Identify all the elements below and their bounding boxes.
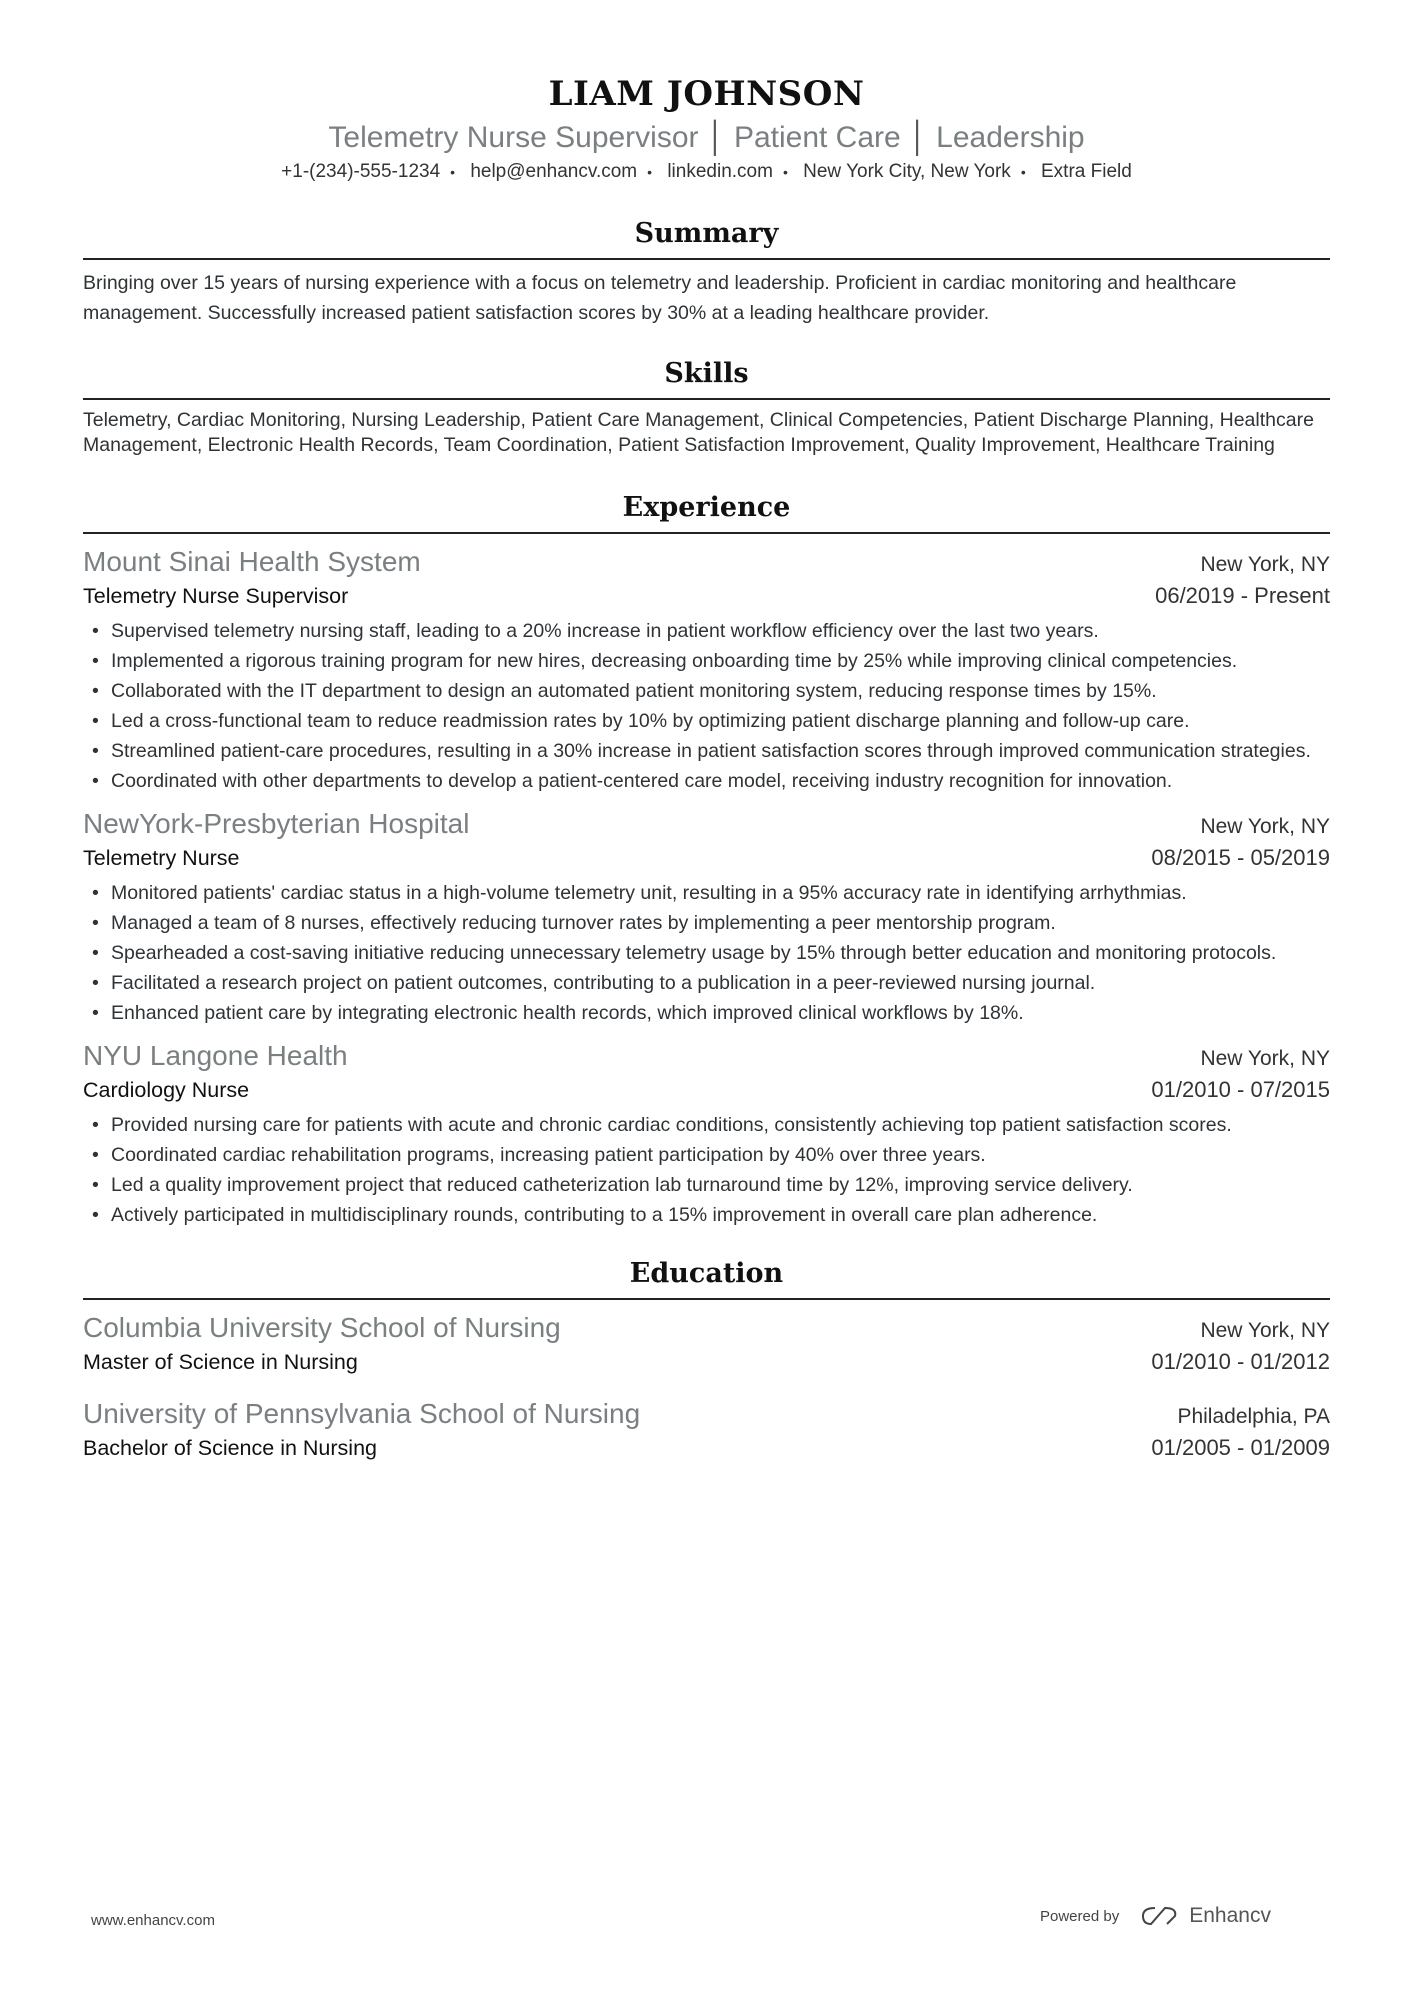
company-name: NYU Langone Health [83,1040,348,1071]
headline-item: Leadership [936,121,1085,154]
degree: Bachelor of Science in Nursing [83,1436,377,1460]
education-dates: 01/2010 - 01/2012 [1151,1349,1330,1374]
achievement-bullet: • Facilitated a research project on patient outcomes, contributing to a publication in a peer-reviewed nursing journal. [83,968,1330,998]
resume [83,74,1330,1464]
divider: │ [909,121,928,154]
headline [83,118,1330,158]
achievement-bullet: • Spearheaded a cost-saving initiative reducing unnecessary telemetry usage by 15% through better education and monitoring protocols. [83,938,1330,968]
summary-text: Bringing over 15 years of nursing experience with a focus on telemetry and leadership. Proficient in cardiac monitoring and healthcare management. Successfully increased patient satisfaction scores by 30% at a leading healthcare provider. [83,272,1237,324]
degree: Master of Science in Nursing [83,1350,358,1374]
achievement-list [83,616,1330,796]
experience-entry [83,1038,1330,1230]
education-entry [83,1310,1330,1378]
email-link[interactable]: help@enhancv.com [470,161,638,182]
enhancv-logo[interactable] [1141,1904,1271,1928]
experience-entry [83,544,1330,796]
powered-by-label: Powered by [1040,1907,1120,1925]
experience-entry [83,806,1330,1028]
achievement-bullet: • Monitored patients' cardiac status in a high-volume telemetry unit, resulting in a 95% accuracy rate in identifying arrhythmias. [83,878,1330,908]
job-location: New York, NY [1200,815,1330,838]
job-dates: 06/2019 - Present [1155,583,1330,608]
school-location: Philadelphia, PA [1177,1405,1330,1428]
brand-name: Enhancv [1189,1904,1271,1927]
achievement-bullet: • Managed a team of 8 nurses, effectively reducing turnover rates by implementing a peer mentorship program. [83,908,1330,938]
school-location: New York, NY [1200,1319,1330,1342]
extra-field: Extra Field [1041,161,1132,182]
achievement-list [83,1110,1330,1230]
experience-list [83,544,1330,1230]
footer-powered [1040,1904,1271,1928]
achievement-bullet: • Coordinated cardiac rehabilitation programs, increasing patient participation by 40% over three years. [83,1140,1330,1170]
enhancv-logo-icon [1141,1905,1179,1927]
achievement-bullet: • Implemented a rigorous training program for new hires, decreasing onboarding time by 25% while improving clinical competencies. [83,646,1330,676]
achievement-bullet: • Actively participated in multidisciplinary rounds, contributing to a 15% improvement in overall care plan adherence. [83,1200,1330,1230]
education-dates: 01/2005 - 01/2009 [1151,1435,1330,1460]
achievement-bullet: • Enhanced patient care by integrating electronic health records, which improved clinical workflows by 18%. [83,998,1330,1028]
company-name: NewYork-Presbyterian Hospital [83,808,470,839]
achievement-bullet: • Led a cross-functional team to reduce readmission rates by 10% by optimizing patient discharge planning and follow-up care. [83,706,1330,736]
location: New York City, New York [803,161,1011,182]
achievement-list [83,878,1330,1028]
section-title-skills: Skills [83,354,1330,400]
achievement-bullet: • Supervised telemetry nursing staff, leading to a 20% increase in patient workflow efficiency over the last two years. [83,616,1330,646]
job-title: Cardiology Nurse [83,1078,250,1102]
skills-text: Telemetry, Cardiac Monitoring, Nursing Leadership, Patient Care Management, Clinical Competencies, Patient Discharge Planning, Healthcare Management, Electronic Health Records, Team Coordination, Patient Satisfaction Improvement, Quality Improvement, Healthcare Training [83,409,1314,456]
job-title: Telemetry Nurse Supervisor [83,584,349,608]
achievement-bullet: • Streamlined patient-care procedures, resulting in a 30% increase in patient satisfaction scores through improved communication strategies. [83,736,1330,766]
achievement-bullet: • Collaborated with the IT department to design an automated patient monitoring system, reducing response times by 15%. [83,676,1330,706]
headline-item: Telemetry Nurse Supervisor [328,121,699,154]
section-title-education: Education [83,1254,1330,1300]
headline-item: Patient Care [733,121,901,154]
section-title-experience: Experience [83,488,1330,534]
education-list [83,1310,1330,1464]
footer-website[interactable]: www.enhancv.com [91,1912,215,1929]
achievement-bullet: • Coordinated with other departments to develop a patient-centered care model, receiving industry recognition for innovation. [83,766,1330,796]
achievement-bullet: • Led a quality improvement project that reduced catheterization lab turnaround time by 12%, improving service delivery. [83,1170,1330,1200]
phone: +1-(234)-555-1234 [281,161,441,182]
candidate-name: LIAM JOHNSON [548,74,865,114]
job-location: New York, NY [1200,1047,1330,1070]
divider: │ [706,121,726,154]
education-entry [83,1396,1330,1464]
linkedin-link[interactable]: linkedin.com [667,161,773,182]
contact-info: +1-(234)-555-1234 • help@enhancv.com • linkedin.com • New York City, New York • Extra Field [281,161,1132,182]
job-title: Telemetry Nurse [83,846,240,870]
company-name: Mount Sinai Health System [83,546,421,577]
section-title-summary: Summary [83,214,1330,260]
school-name: University of Pennsylvania School of Nursing [83,1398,641,1429]
job-location: New York, NY [1200,553,1330,576]
job-dates: 08/2015 - 05/2019 [1151,845,1330,870]
job-dates: 01/2010 - 07/2015 [1151,1077,1330,1102]
school-name: Columbia University School of Nursing [83,1312,561,1343]
achievement-bullet: • Provided nursing care for patients with acute and chronic cardiac conditions, consistently achieving top patient satisfaction scores. [83,1110,1330,1140]
